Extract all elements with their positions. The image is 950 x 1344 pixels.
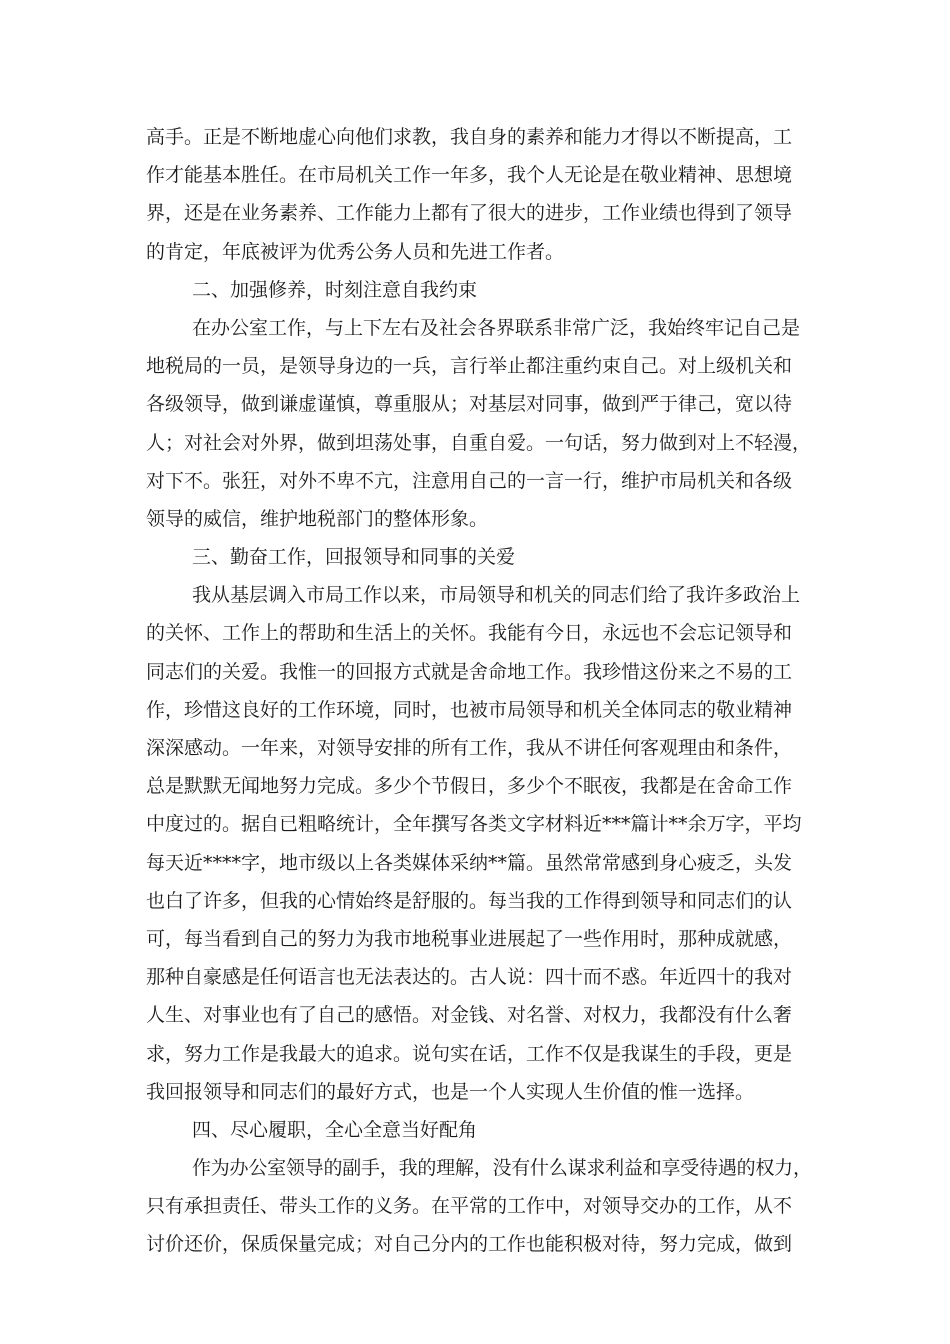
text-line: 讨价还价，保质保量完成；对自己分内的工作也能积极对待，努力完成，做到 (146, 1233, 793, 1256)
section-heading: 三、勤奋工作，回报领导和同事的关爱 (192, 546, 516, 569)
text-line: 中度过的。据自已粗略统计，全年撰写各类文字材料近***篇计**余万字，平均 (146, 813, 802, 836)
text-line: 只有承担责任、带头工作的义务。在平常的工作中，对领导交办的工作，从不 (146, 1195, 793, 1218)
section-heading: 二、加强修养，时刻注意自我约束 (192, 278, 478, 301)
text-line: 高手。正是不断地虚心向他们求教，我自身的素养和能力才得以不断提高，工 (146, 126, 793, 148)
document-body (146, 118, 816, 1264)
text-line: 也白了许多，但我的心情始终是舒服的。每当我的工作得到领导和同志们的认 (146, 889, 793, 912)
text-line: 领导的威信，维护地税部门的整体形象。 (146, 507, 489, 530)
text-line: 各级领导，做到谦虚谨慎，尊重服从；对基层对同事，做到严于律己，宽以待 (146, 393, 793, 416)
text-line: 深深感动。一年来，对领导安排的所有工作，我从不讲任何客观理由和条件， (146, 737, 793, 759)
text-line: 每天近****字，地市级以上各类媒体采纳**篇。虽然常常感到身心疲乏，头发 (146, 851, 793, 874)
text-line: 那种自豪感是任何语言也无法表达的。古人说：四十而不惑。年近四十的我对 (146, 966, 793, 989)
text-line: 地税局的一员，是领导身边的一兵，言行举止都注重约束自己。对上级机关和 (146, 355, 793, 378)
text-line: 我从基层调入市局工作以来，市局领导和机关的同志们给了我许多政治上 (192, 584, 801, 607)
text-line: 作，珍惜这良好的工作环境，同时，也被市局领导和机关全体同志的敬业精神 (146, 698, 793, 721)
text-line: 求，努力工作是我最大的追求。说句实在话，工作不仅是我谋生的手段，更是 (146, 1042, 793, 1065)
text-line: 作才能基本胜任。在市局机关工作一年多，我个人无论是在敬业精神、思想境 (146, 164, 793, 187)
text-line: 同志们的关爱。我惟一的回报方式就是舍命地工作。我珍惜这份来之不易的工 (146, 660, 793, 683)
text-line: 在办公室工作，与上下左右及社会各界联系非常广泛，我始终牢记自己是 (192, 316, 801, 339)
text-line: 的肯定，年底被评为优秀公务人员和先进工作者。 (146, 240, 565, 263)
text-line: 作为办公室领导的副手，我的理解，没有什么谋求利益和享受待遇的权力， (192, 1157, 812, 1180)
text-line: 总是默默无闻地努力完成。多少个节假日，多少个不眠夜，我都是在舍命工作 (146, 775, 793, 798)
text-line: 的关怀、工作上的帮助和生活上的关怀。我能有今日，永远也不会忘记领导和 (146, 622, 793, 645)
text-line: 对下不。张狂，对外不卑不亢，注意用自己的一言一行，维护市局机关和各级 (146, 469, 793, 492)
text-line: 人生、对事业也有了自己的感悟。对金钱、对名誉、对权力，我都没有什么奢 (146, 1004, 793, 1027)
text-line: 我回报领导和同志们的最好方式，也是一个人实现人生价值的惟一选择。 (146, 1080, 755, 1103)
text-line: 人；对社会对外界，做到坦荡处事，自重自爱。一句话，努力做到对上不轻漫， (146, 431, 812, 454)
text-line: 可，每当看到自己的努力为我市地税事业进展起了一些作用时，那种成就感， (146, 927, 793, 950)
text-line: 界，还是在业务素养、工作能力上都有了很大的进步，工作业绩也得到了领导 (146, 202, 793, 225)
section-heading: 四、尽心履职，全心全意当好配角 (192, 1118, 478, 1141)
